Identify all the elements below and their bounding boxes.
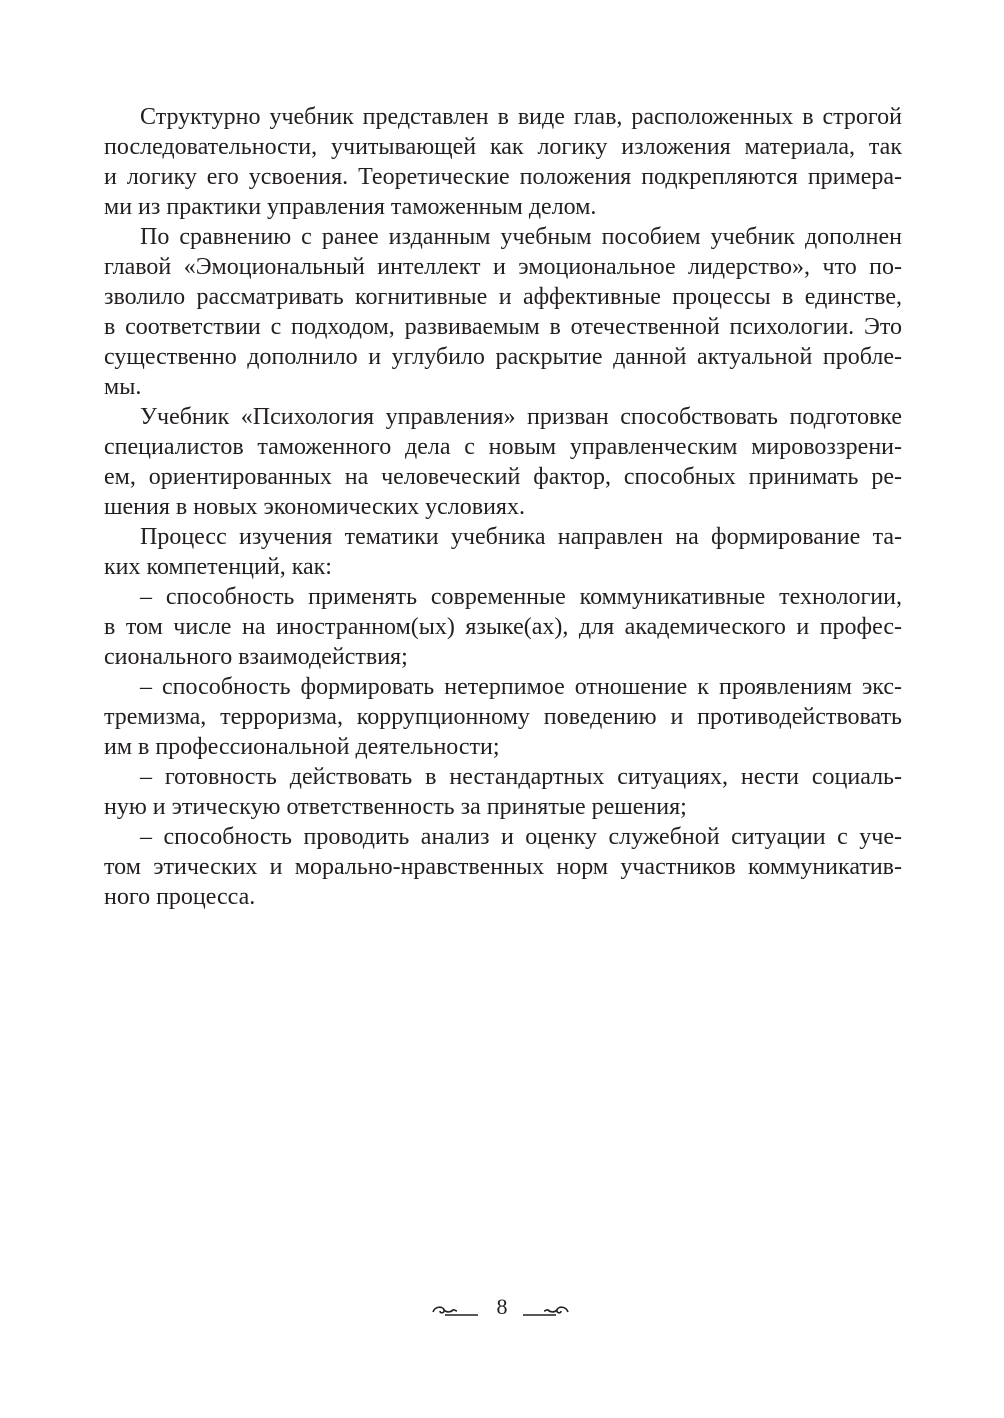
list-item-1 xyxy=(104,582,902,672)
list-item-3 xyxy=(104,762,902,822)
list-item-4 xyxy=(104,822,902,912)
text-line: главой «Эмоциональный интеллект и эмоциональное лидерство», что по- xyxy=(104,254,902,280)
text-line: последовательности, учитывающей как логику изложения материала, так xyxy=(104,134,902,160)
text-line: им в профессиональной деятельности; xyxy=(104,734,500,760)
page-footer xyxy=(0,1292,1004,1324)
left-flourish-icon xyxy=(431,1298,479,1318)
text-line: том этических и морально-нравственных норм участников коммуникатив- xyxy=(104,854,902,880)
text-line: в соответствии с подходом, развиваемым в отечественной психологии. Это xyxy=(104,314,902,340)
text-line: ную и этическую ответственность за принятые решения; xyxy=(104,794,687,820)
body-text xyxy=(104,102,902,912)
text-line: Процесс изучения тематики учебника направлен на формирование та- xyxy=(140,524,902,550)
text-line: шения в новых экономических условиях. xyxy=(104,494,525,520)
text-line: Учебник «Психология управления» призван способствовать подготовке xyxy=(140,404,902,430)
text-line: и логику его усвоения. Теоретические положения подкрепляются примера- xyxy=(104,164,902,190)
text-line: – способность применять современные коммуникативные технологии, xyxy=(140,584,902,610)
paragraph-4 xyxy=(104,522,902,582)
paragraph-2 xyxy=(104,222,902,402)
text-line: ем, ориентированных на человеческий фактор, способных принимать ре- xyxy=(104,464,902,490)
text-line: сионального взаимодействия; xyxy=(104,644,408,670)
list-item-2 xyxy=(104,672,902,762)
text-line: специалистов таможенного дела с новым управленческим мировоззрени- xyxy=(104,434,902,460)
text-line: зволило рассматривать когнитивные и аффективные процессы в единстве, xyxy=(104,284,902,310)
text-line: существенно дополнило и углубило раскрытие данной актуальной пробле- xyxy=(104,344,902,370)
text-line: тремизма, терроризма, коррупционному поведению и противодействовать xyxy=(104,704,902,730)
text-line: Структурно учебник представлен в виде глав, расположенных в строгой xyxy=(140,104,902,130)
paragraph-3 xyxy=(104,402,902,522)
right-flourish-icon xyxy=(522,1298,570,1318)
text-line: мы. xyxy=(104,374,142,400)
paragraph-1 xyxy=(104,102,902,222)
text-line: – способность формировать нетерпимое отношение к проявлениям экс- xyxy=(140,674,902,700)
text-line: – способность проводить анализ и оценку служебной ситуации с уче- xyxy=(140,824,902,850)
text-line: ми из практики управления таможенным делом. xyxy=(104,194,597,220)
text-line: ких компетенций, как: xyxy=(104,554,332,580)
text-line: По сравнению с ранее изданным учебным пособием учебник дополнен xyxy=(140,224,902,250)
text-line: в том числе на иностранном(ых) языке(ах), для академического и профес- xyxy=(104,614,902,640)
page-number: 8 xyxy=(496,1294,508,1319)
text-line: – готовность действовать в нестандартных ситуациях, нести социаль- xyxy=(140,764,902,790)
text-line: ного процесса. xyxy=(104,884,256,910)
